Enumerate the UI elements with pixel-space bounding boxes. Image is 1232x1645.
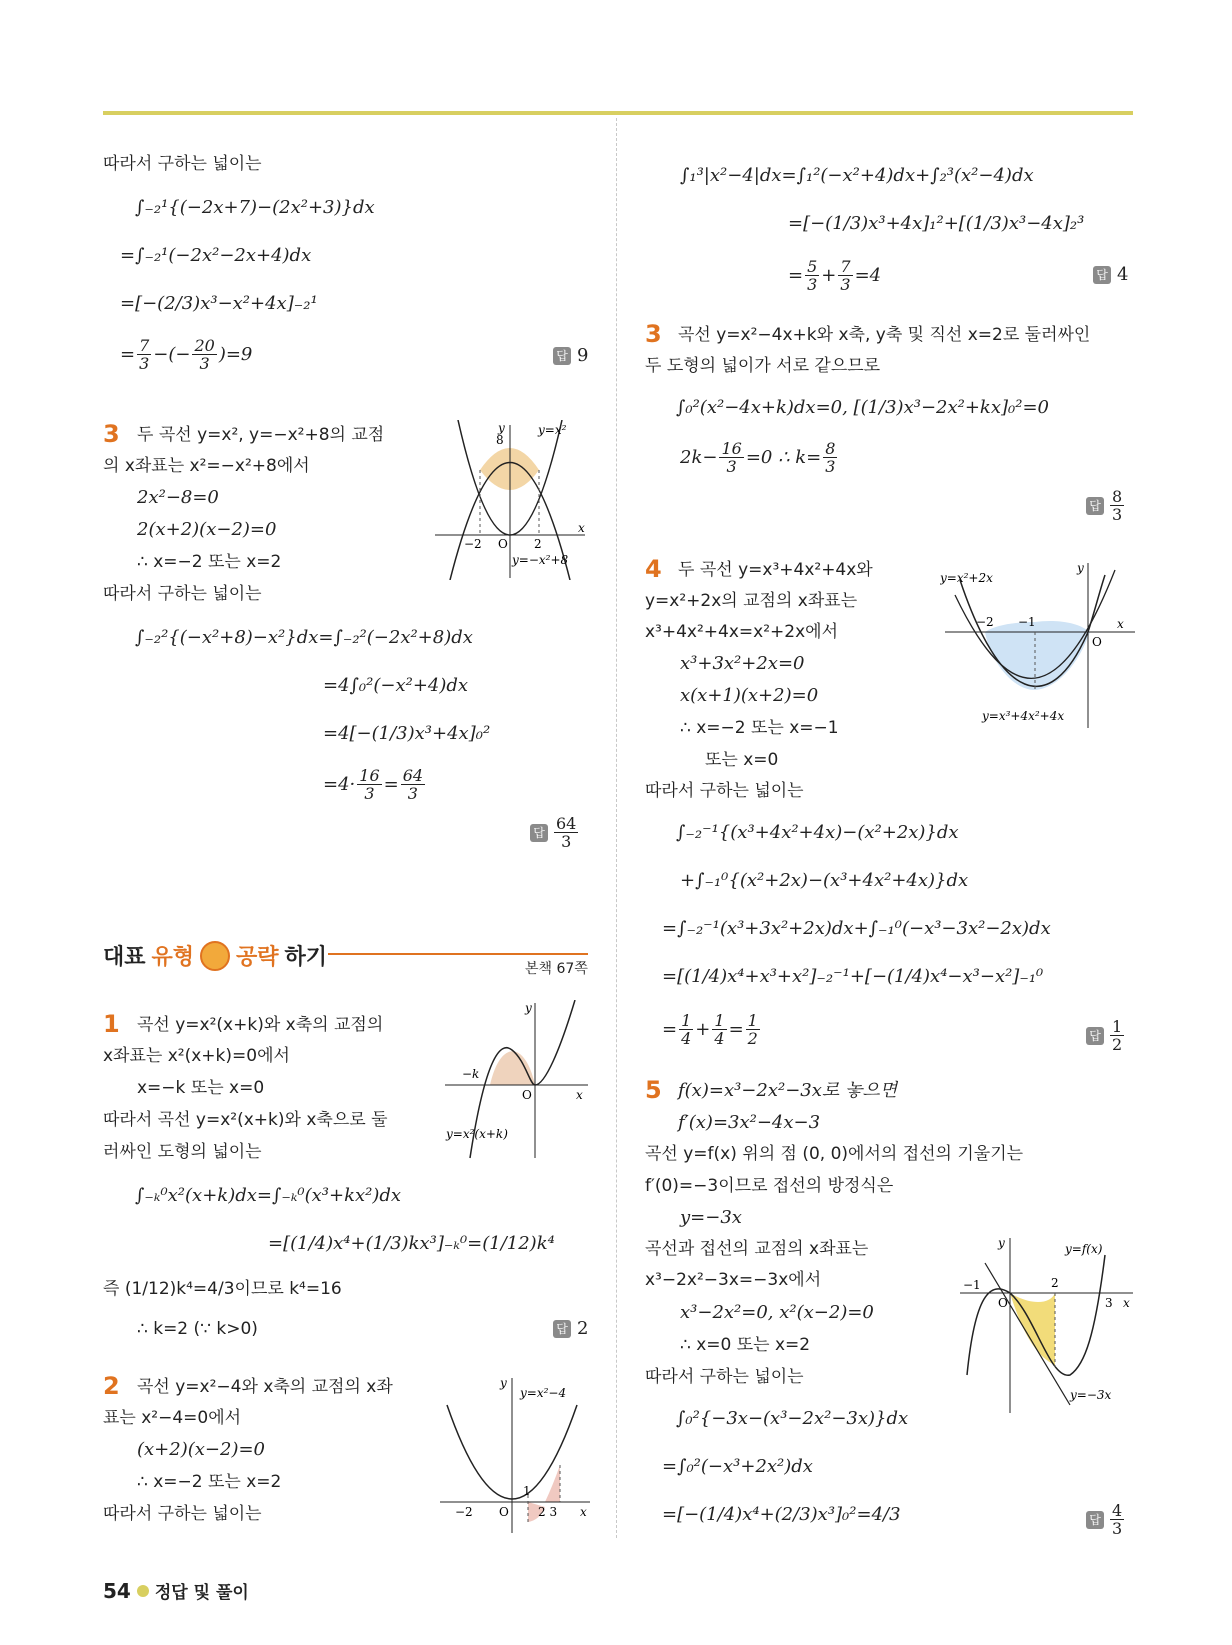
r4-y-label: y — [1077, 561, 1084, 575]
r5-line2: f′(x)=3x²−4x−3 — [678, 1112, 821, 1133]
r5-answer: 답 $\frac{4}{3}$ — [1086, 1502, 1124, 1537]
r4-line1: 두 곡선 y=x³+4x²+4x와 — [678, 560, 873, 580]
answer-badge-icon: 답 — [530, 824, 548, 842]
r5-line8: x³−2x²=0, x²(x−2)=0 — [680, 1302, 874, 1323]
p3-curve2-label: y=−x²+8 — [512, 553, 569, 567]
problem-1-number: 1 — [103, 1010, 120, 1038]
p3-eq4: =4· $\frac{16}{3}$ = $\frac{64}{3}$ — [323, 766, 424, 803]
r3-line1: 곡선 y=x²−4x+k와 x축, y축 및 직선 x=2로 둘러싸인 — [678, 325, 1091, 345]
p2-line2: 표는 x²−4=0에서 — [103, 1408, 242, 1428]
r4-line2: y=x²+2x의 교점의 x좌표는 — [645, 591, 858, 611]
p2-neg-label: −2 — [455, 1505, 473, 1519]
p3-answer: 답 $\frac{64}{3}$ — [530, 815, 578, 850]
p3-line1: 두 곡선 y=x², y=−x²+8의 교점 — [137, 425, 385, 445]
right-top-eq1: ∫₁³|x²−4|dx=∫₁²(−x²+4)dx+∫₂³(x²−4)dx — [680, 165, 1034, 186]
p3-pos-label: 2 — [534, 537, 542, 551]
p1-line5: 러싸인 도형의 넓이는 — [103, 1142, 262, 1162]
left-top-intro: 따라서 구하는 넓이는 — [103, 154, 262, 174]
p3-top-label: 8 — [496, 433, 504, 447]
r5-line4: f′(0)=−3이므로 접선의 방정식은 — [645, 1176, 894, 1196]
p3-x-label: x — [578, 521, 585, 535]
section-title: 대표 유형 공략 하기 — [103, 940, 327, 971]
right-top-answer: 답 4 — [1093, 264, 1128, 285]
top-rule — [103, 111, 1133, 115]
r4-line3: x³+4x²+4x=x²+2x에서 — [645, 622, 839, 642]
answer-badge-icon: 답 — [553, 347, 571, 365]
r5-y-label: y — [998, 1236, 1005, 1250]
p1-line3: x=−k 또는 x=0 — [137, 1078, 265, 1098]
p3-eq2: =4∫₀²(−x²+4)dx — [323, 675, 469, 696]
r4-graph — [940, 560, 1140, 730]
right-top-eq2: =[−(1/3)x³+4x]₁²+[(1/3)x³−4x]₂³ — [788, 213, 1085, 234]
r3-eq2: 2k− $\frac{16}{3}$ =0 ∴ k= $\frac{8}{3}$ — [680, 439, 836, 476]
p3-origin-label: O — [498, 537, 508, 551]
answer-badge-icon: 답 — [1086, 497, 1104, 515]
p3-line3: 2x²−8=0 — [137, 487, 219, 508]
r5-line5: y=−3x — [680, 1207, 742, 1228]
left-top-eq4: = $\frac{7}{3}$ −(− $\frac{20}{3}$ )=9 — [120, 336, 253, 373]
page-number: 54 — [103, 1578, 131, 1603]
r4-eq1: ∫₋₂⁻¹{(x³+4x²+4x)−(x²+2x)}dx — [676, 822, 959, 843]
p3-line5: ∴ x=−2 또는 x=2 — [137, 552, 282, 572]
p1-line2: x좌표는 x²(x+k)=0에서 — [103, 1046, 290, 1066]
p2-curve-label: y=x²−4 — [520, 1386, 567, 1400]
r4-x-label: x — [1117, 617, 1124, 631]
r5-intro: 따라서 구하는 넓이는 — [645, 1367, 804, 1387]
p1-origin-label: O — [522, 1088, 532, 1102]
r5-number: 5 — [645, 1076, 662, 1104]
r5-two-label: 2 — [1051, 1276, 1059, 1290]
column-divider — [616, 118, 617, 1538]
right-top-eq3: = $\frac{5}{3}$ + $\frac{7}{3}$ =4 — [788, 257, 882, 294]
r4-eq3: =∫₋₂⁻¹(x³+3x²+2x)dx+∫₋₁⁰(−x³−3x²−2x)dx — [662, 918, 1051, 939]
mascot-icon — [200, 941, 230, 971]
answer-badge-icon: 답 — [1086, 1511, 1104, 1529]
book-reference: 본책 67쪽 — [525, 961, 588, 977]
r4-eq4: =[(1/4)x⁴+x³+x²]₋₂⁻¹+[−(1/4)x⁴−x³−x²]₋₁⁰ — [662, 966, 1044, 987]
r5-three-label: 3 — [1105, 1296, 1113, 1310]
footer-circle-icon — [137, 1585, 149, 1597]
footer-label: 정답 및 풀이 — [154, 1583, 249, 1603]
p3-neg-label: −2 — [464, 537, 482, 551]
r5-line-label: y=−3x — [1070, 1388, 1112, 1402]
r5-graph — [955, 1235, 1135, 1415]
p2-line1: 곡선 y=x²−4와 x축의 교점의 x좌 — [137, 1377, 393, 1397]
answer-badge-icon: 답 — [1093, 266, 1111, 284]
p3-line2: 의 x좌표는 x²=−x²+8에서 — [103, 456, 310, 476]
p1-line1: 곡선 y=x²(x+k)와 x축의 교점의 — [137, 1015, 384, 1035]
r5-eq1: ∫₀²{−3x−(x³−2x²−3x)}dx — [676, 1408, 909, 1429]
left-top-eq2: =∫₋₂¹(−2x²−2x+4)dx — [120, 245, 312, 266]
p1-curve-label: y=x²(x+k) — [446, 1127, 508, 1141]
left-top-eq3: =[−(2/3)x³−x²+4x]₋₂¹ — [120, 293, 318, 314]
p2-line4: ∴ x=−2 또는 x=2 — [137, 1472, 282, 1492]
p2-graph — [435, 1375, 595, 1535]
problem-3-number: 3 — [103, 420, 120, 448]
p1-eq1: ∫₋ₖ⁰x²(x+k)dx=∫₋ₖ⁰(x³+kx²)dx — [135, 1185, 402, 1206]
problem-2-number: 2 — [103, 1372, 120, 1400]
r5-line1: f(x)=x³−2x²−3x로 놓으면 — [678, 1080, 898, 1101]
section-rule — [328, 953, 588, 955]
r5-line7: x³−2x²−3x=−3x에서 — [645, 1270, 822, 1290]
r4-line5: x(x+1)(x+2)=0 — [680, 685, 819, 706]
r4-neg2-label: −2 — [976, 615, 994, 629]
r4-number: 4 — [645, 555, 662, 583]
p3-line4: 2(x+2)(x−2)=0 — [137, 519, 277, 540]
r4-line6: ∴ x=−2 또는 x=−1 — [680, 718, 839, 738]
r3-number: 3 — [645, 320, 662, 348]
p3-eq1: ∫₋₂²{(−x²+8)−x²}dx=∫₋₂²(−2x²+8)dx — [135, 627, 473, 648]
p1-graph — [440, 1000, 590, 1160]
r5-x-label: x — [1123, 1296, 1130, 1310]
page-footer — [103, 1578, 249, 1603]
r5-neg1-label: −1 — [963, 1278, 981, 1292]
r3-eq1: ∫₀²(x²−4x+k)dx=0, [(1/3)x³−2x²+kx]₀²=0 — [676, 397, 1049, 418]
p3-curve1-label: y=x² — [538, 423, 567, 437]
p3-y-label: y — [498, 421, 505, 435]
r4-intro: 따라서 구하는 넓이는 — [645, 781, 804, 801]
answer-badge-icon: 답 — [1086, 1027, 1104, 1045]
r5-line3: 곡선 y=f(x) 위의 점 (0, 0)에서의 접선의 기울기는 — [645, 1144, 1024, 1164]
p1-y-label: y — [525, 1001, 532, 1015]
r3-answer: 답 $\frac{8}{3}$ — [1086, 488, 1124, 523]
r5-eq3: =[−(1/4)x⁴+(2/3)x³]₀²=4/3 — [662, 1504, 901, 1525]
r4-shaded-region — [985, 621, 1090, 690]
p2-y-label: y — [500, 1376, 507, 1390]
p3-eq3: =4[−(1/3)x³+4x]₀² — [323, 723, 491, 744]
p3-graph — [430, 420, 590, 580]
r5-curve-label: y=f(x) — [1065, 1242, 1103, 1256]
p2-origin-label: O — [499, 1505, 509, 1519]
left-top-eq1: ∫₋₂¹{(−2x+7)−(2x²+3)}dx — [135, 197, 375, 218]
r4-curve2-label: y=x³+4x²+4x — [982, 709, 1065, 723]
p2-line3: (x+2)(x−2)=0 — [137, 1439, 265, 1460]
p1-answer: 답 2 — [553, 1318, 588, 1339]
r5-line6: 곡선과 접선의 교점의 x좌표는 — [645, 1239, 869, 1259]
r4-answer: 답 $\frac{1}{2}$ — [1086, 1018, 1124, 1053]
p1-eq2: =[(1/4)x⁴+(1/3)kx³]₋ₖ⁰=(1/12)k⁴ — [268, 1233, 555, 1254]
p1-shaded-region — [490, 1051, 535, 1085]
r5-eq2: =∫₀²(−x³+2x²)dx — [662, 1456, 813, 1477]
p2-intro: 따라서 구하는 넓이는 — [103, 1504, 262, 1524]
r4-curve1-label: y=x²+2x — [940, 571, 993, 585]
p1-neg-label: −k — [462, 1067, 480, 1081]
p3-intro: 따라서 구하는 넓이는 — [103, 584, 262, 604]
p2-one-label: 1 — [523, 1484, 531, 1498]
r5-shaded-region — [1010, 1293, 1055, 1365]
p2-ticks-label: 2 3 — [538, 1505, 558, 1519]
r4-line4: x³+3x²+2x=0 — [680, 653, 805, 674]
p2-x-label: x — [580, 1505, 587, 1519]
p1-line4: 따라서 곡선 y=x²(x+k)와 x축으로 둘 — [103, 1110, 388, 1130]
p1-eq4: ∴ k=2 (∵ k>0) — [137, 1319, 258, 1339]
left-top-answer: 답 9 — [553, 345, 588, 366]
r3-line2: 두 도형의 넓이가 서로 같으므로 — [645, 356, 881, 376]
r4-eq5: = $\frac{1}{4}$ + $\frac{1}{4}$ = $\frac{1}{2}$ — [662, 1011, 758, 1048]
p1-x-label: x — [576, 1088, 583, 1102]
answer-badge-icon: 답 — [553, 1320, 571, 1338]
r5-line9: ∴ x=0 또는 x=2 — [680, 1335, 811, 1355]
r4-origin-label: O — [1092, 635, 1102, 649]
r4-eq2: +∫₋₁⁰{(x²+2x)−(x³+4x²+4x)}dx — [680, 870, 969, 891]
r4-line7: 또는 x=0 — [705, 750, 779, 770]
r5-origin-label: O — [998, 1296, 1008, 1310]
r4-neg1-label: −1 — [1018, 615, 1036, 629]
p1-eq3: 즉 (1/12)k⁴=4/3이므로 k⁴=16 — [103, 1279, 342, 1299]
